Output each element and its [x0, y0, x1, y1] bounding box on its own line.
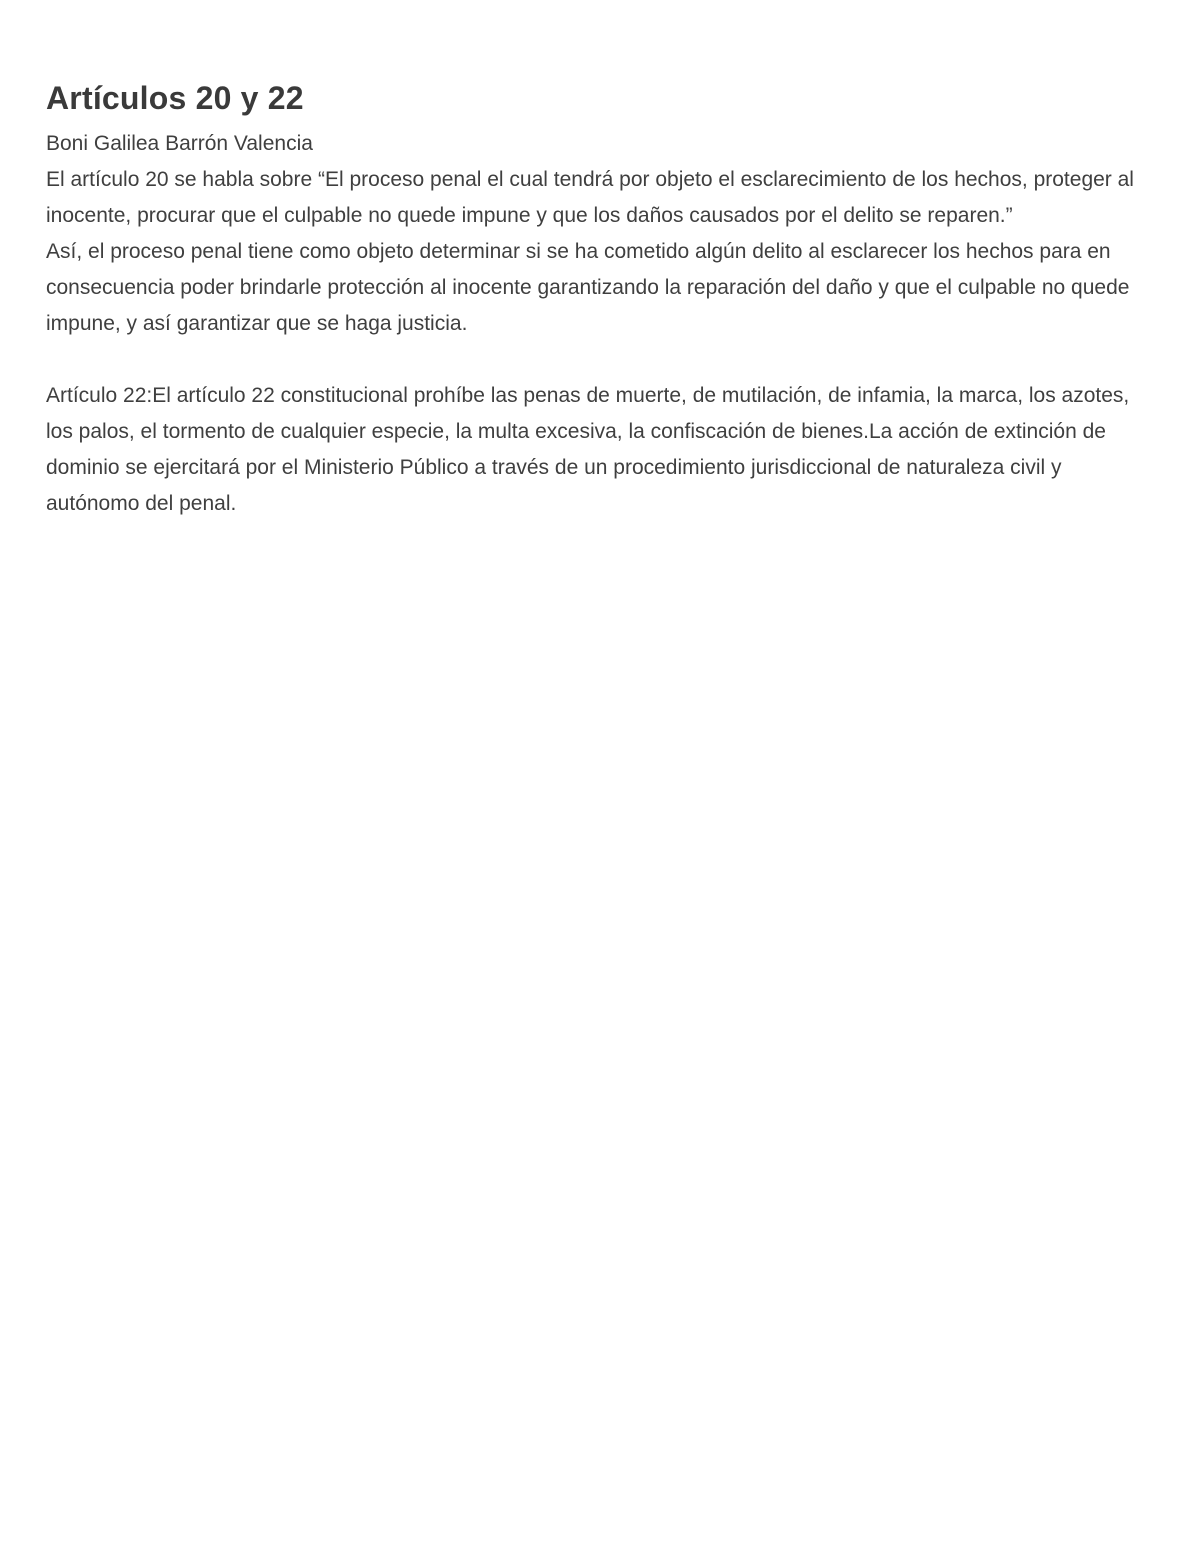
document-page: [46, 78, 1158, 522]
document-author: Boni Galilea Barrón Valencia: [46, 132, 313, 155]
paragraph-spacer: [46, 342, 1158, 378]
document-title: Artículos 20 y 22: [46, 80, 304, 116]
paragraph-article-20: El artículo 20 se habla sobre “El proceso penal el cual tendrá por objeto el esclarecimiento de los hechos, proteger al inocente, procurar que el culpable no quede impune y que los daños causados por el delito se reparen.”: [46, 168, 1134, 227]
paragraph-article-20-analysis: Así, el proceso penal tiene como objeto determinar si se ha cometido algún delito al esclarecer los hechos para en consecuencia poder brindarle protección al inocente garantizando la reparación del daño y que el culpable no quede impune, y así garantizar que se haga justicia.: [46, 240, 1130, 335]
paragraph-article-22: Artículo 22:El artículo 22 constitucional prohíbe las penas de muerte, de mutilación, de infamia, la marca, los azotes, los palos, el tormento de cualquier especie, la multa excesiva, la confiscación de bienes.La acción de extinción de dominio se ejercitará por el Ministerio Público a través de un procedimiento jurisdiccional de naturaleza civil y autónomo del penal.: [46, 384, 1130, 515]
